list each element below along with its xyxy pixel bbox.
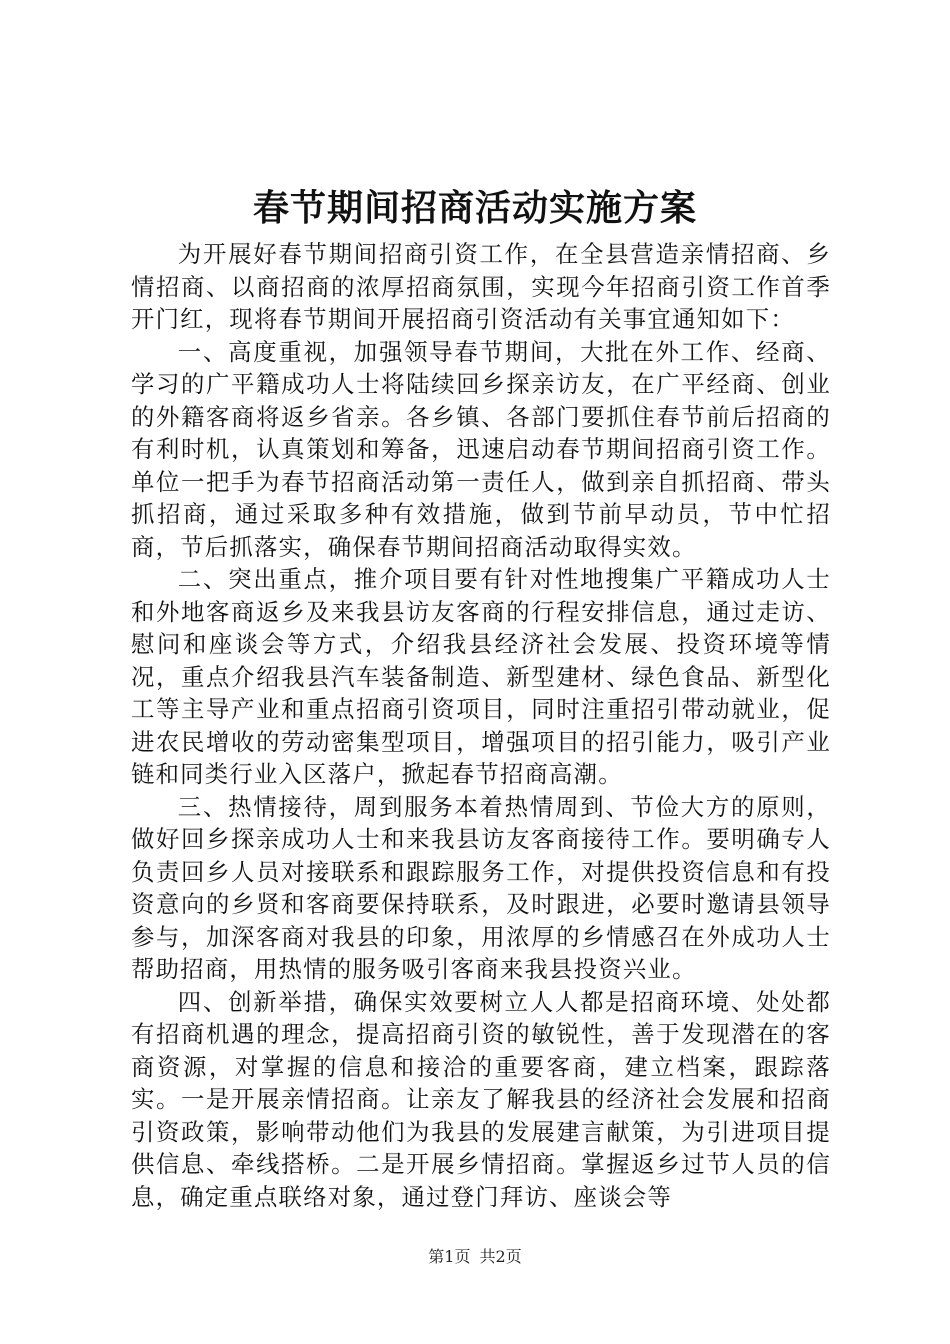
paragraph-section-2: 二、突出重点，推介项目要有针对性地搜集广平籍成功人士和外地客商返乡及来我县访友客商的行程安排信息，通过走访、慰问和座谈会等方式，介绍我县经济社会发展、投资环境等情况，重点介绍我县汽车装备制造、新型建材、绿色食品、新型化工等主导产业和重点招商引资项目，同时注重招引带动就业，促进农民增收的劳动密集型项目，增强项目的招引能力，吸引产业链和同类行业入区落户，掀起春节招商高潮。 (131, 565, 831, 788)
page-number: 第1页 (428, 1247, 471, 1266)
document-title: 春节期间招商活动实施方案 (252, 187, 697, 229)
paragraph-intro: 为开展好春节期间招商引资工作，在全县营造亲情招商、乡情招商、以商招商的浓厚招商氛围，实现今年招商引资工作首季开门红，现将春节期间开展招商引资活动有关事宜通知如下： (131, 240, 831, 333)
paragraph-section-1: 一、高度重视，加强领导春节期间，大批在外工作、经商、学习的广平籍成功人士将陆续回乡探亲访友，在广平经商、创业的外籍客商将返乡省亲。各乡镇、各部门要抓住春节前后招商的有利时机，认真策划和筹备，迅速启动春节期间招商引资工作。单位一把手为春节招商活动第一责任人，做到亲自抓招商、带头抓招商，通过采取多种有效措施，做到节前早动员，节中忙招商，节后抓落实，确保春节期间招商活动取得实效。 (131, 337, 831, 561)
paragraph-section-4: 四、创新举措，确保实效要树立人人都是招商环境、处处都有招商机遇的理念，提高招商引资的敏锐性，善于发现潜在的客商资源，对掌握的信息和接洽的重要客商，建立档案，跟踪落实。一是开展亲情招商。让亲友了解我县的经济社会发展和招商引资政策，影响带动他们为我县的发展建言献策，为引进项目提供信息、牵线搭桥。二是开展乡情招商。掌握返乡过节人员的信息，确定重点联络对象，通过登门拜访、座谈会等 (131, 987, 831, 1211)
document-body (131, 238, 831, 1213)
page-footer (0, 1246, 950, 1268)
page-total: 共2页 (479, 1247, 522, 1266)
paragraph-section-3: 三、热情接待，周到服务本着热情周到、节俭大方的原则，做好回乡探亲成功人士和来我县访友客商接待工作。要明确专人负责回乡人员对接联系和跟踪服务工作，对提供投资信息和有投资意向的乡贤和客商要保持联系，及时跟进，必要时邀请县领导参与，加深客商对我县的印象，用浓厚的乡情感召在外成功人士帮助招商，用热情的服务吸引客商来我县投资兴业。 (131, 792, 831, 983)
